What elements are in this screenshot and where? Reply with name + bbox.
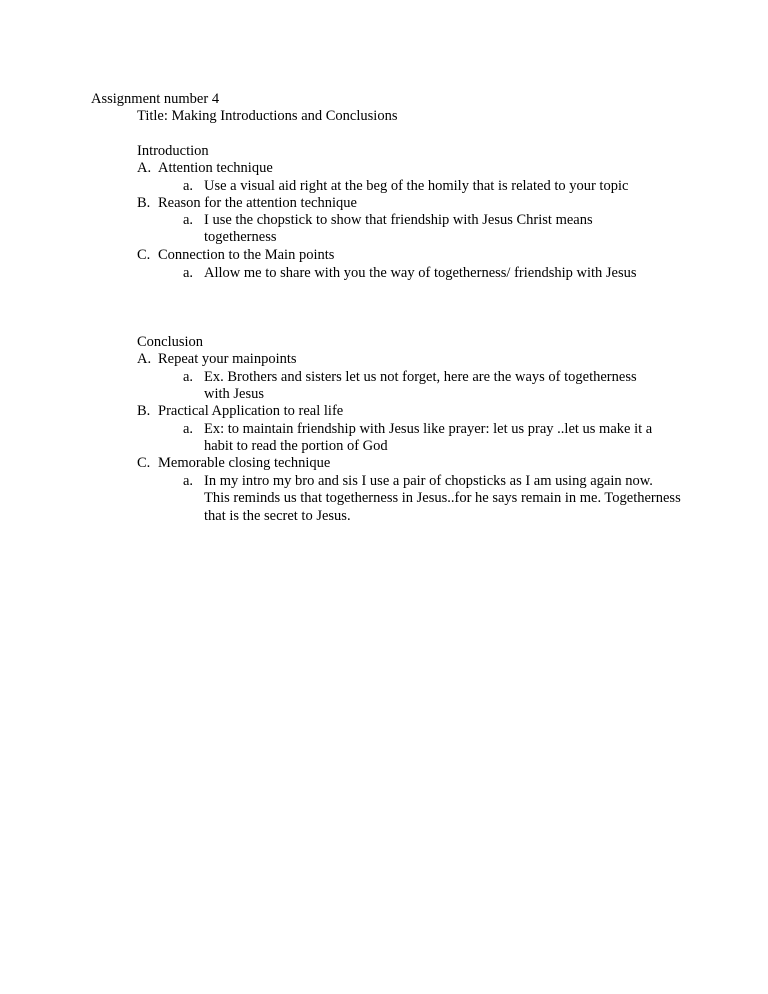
assignment-label: Assignment number 4 [91,91,220,107]
sub-item-marker: a. [183,421,194,437]
list-item-text: Memorable closing technique [158,455,331,471]
list-marker: C. [137,455,151,471]
list-item-text: Attention technique [158,160,273,176]
list-marker: A. [137,351,152,367]
sub-item-marker: a. [183,178,194,194]
sub-item-text: In my intro my bro and sis I use a pair of chopsticks as I am using again now. This reminds us that togetherness in Jesus..for he says remain in me. Togetherness that is the secret to Jesus. [204,473,681,524]
list-marker: A. [137,160,152,176]
sub-item-text: Use a visual aid right at the beg of the homily that is related to your topic [204,178,629,194]
list-marker: B. [137,195,151,211]
sub-item-text: I use the chopstick to show that friendship with Jesus Christ means togetherness [204,212,593,246]
sub-item-text: Ex: to maintain friendship with Jesus like prayer: let us pray ..let us make it a habit to read the portion of God [204,421,653,455]
sub-item-marker: a. [183,212,194,228]
sub-item-marker: a. [183,265,194,281]
conclusion-heading: Conclusion [137,334,204,350]
list-marker: C. [137,247,151,263]
list-item-text: Practical Application to real life [158,403,344,419]
list-item-text: Connection to the Main points [158,247,335,263]
document-title: Title: Making Introductions and Conclusions [137,108,398,124]
list-marker: B. [137,403,151,419]
list-item-text: Reason for the attention technique [158,195,357,211]
sub-item-text: Ex. Brothers and sisters let us not forget, here are the ways of togetherness with Jesus [204,369,637,403]
sub-item-marker: a. [183,473,194,489]
list-item-text: Repeat your mainpoints [158,351,297,367]
sub-item-marker: a. [183,369,194,385]
introduction-heading: Introduction [137,143,209,159]
sub-item-text: Allow me to share with you the way of togetherness/ friendship with Jesus [204,265,637,281]
